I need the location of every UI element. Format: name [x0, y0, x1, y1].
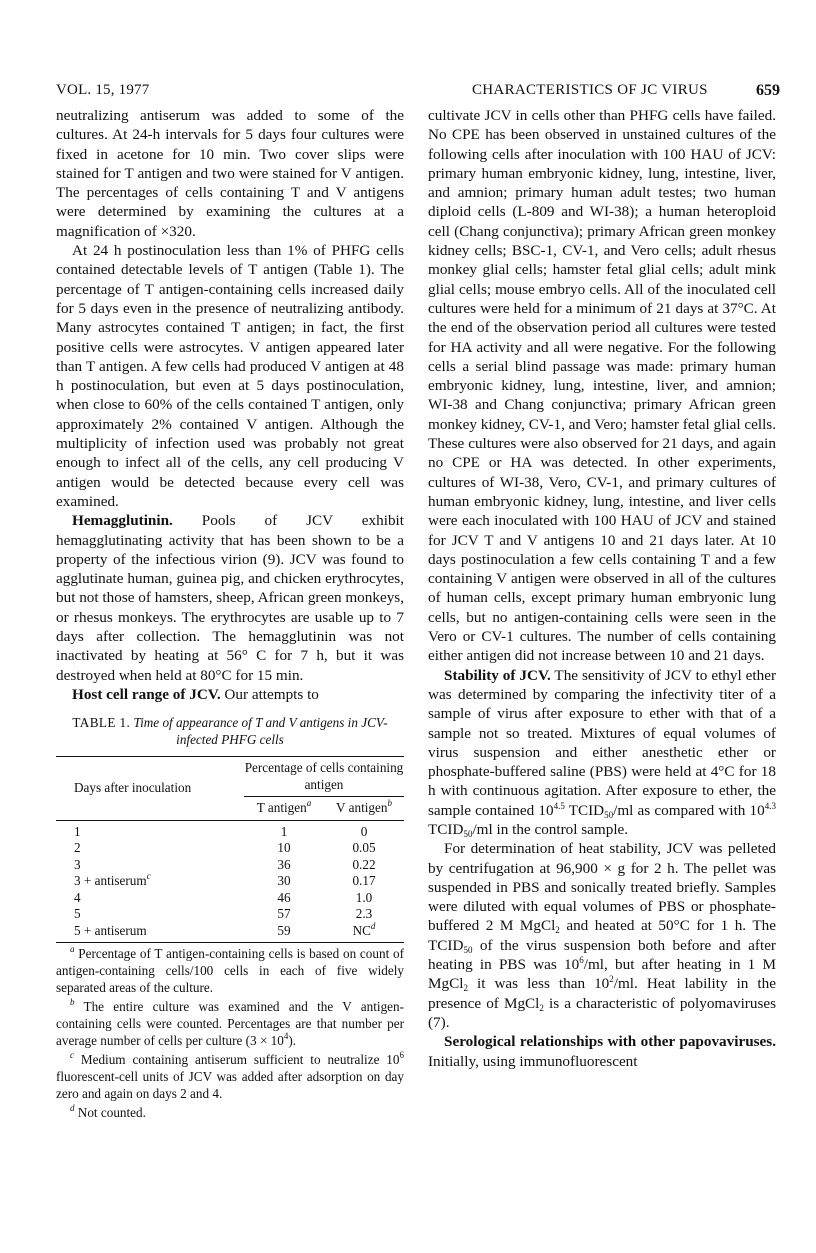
- paragraph: For determination of heat stability, JCV was pelleted by centrifugation at 96,900 × g for 2 h. The pellet was suspended in PBS and sonically treated briefly. Samples were diluted with equal volumes of PBS or phosphate-buffered 2 M MgCl$_2$ and heated at 50°C for 1 h. The $TCID_{50}$ of the virus suspension both before and after heating in PBS was $10^6/ml$, but after heating in 1 M MgCl$_2$ it was less than $10^2/ml$. Heat lability in the presence of MgCl$_2$ is a characteristic of polyomaviruses (7).: [428, 840, 777, 1031]
- paragraph-text: Pools of JCV exhibit hemagglutinating activity that has been shown to be a property of the infectious virion (9). JCV was found to agglutinate human, guinea pig, and chicken erythrocytes, but not those of hamsters, sheep, African green monkeys, or rhesus monkeys. The erythrocytes are usable up to 7 days after collection. The hemagglutinin was not inactivated by heating at 56° C for 7 h, but it was destroyed when held at 80°C for 15 min.: [56, 512, 404, 684]
- paragraph: Serological relationships with other papovaviruses. Initially, using immunofluorescent: [428, 1033, 776, 1070]
- table-title: Time of appearance of T and V antigens in JCV-infected PHFG cells: [133, 715, 388, 748]
- table-label: TABLE 1.: [72, 715, 131, 731]
- table-row: 2 10 0.05: [74, 840, 376, 856]
- running-title: CHARACTERISTICS OF JC VIRUS: [472, 82, 708, 98]
- section-heading: Host cell range of JCV.: [72, 685, 221, 703]
- paragraph: cultivate JCV in cells other than PHFG cells have failed. No CPE has been observed in unstained cultures of the following cells after inoculation with 100 HAU of JCV: primary human embryonic kidney, lung, intestine, liver, and amnion; primary human adult testes; two human diploid cells (L-809 and WI-38); a human heteroploid cell (Chang conjunctiva); primary African green monkey kidney cells; BSC-1, CV-1, and Vero cells; adult rhesus monkey glial cells; hamster fetal glial cells; adult mink glial cells; mouse embryo cells. All of the inoculated cell cultures were held for a minimum of 21 days at 37°C. At the end of the observation period all cultures were tested for HA activity and all were negative. For the following cells a serial blind passage was made: primary human embryonic kidney, lung, intestine, liver, and amnion; WI-38 and Chang conjunctiva; primary African green monkey kidney, CV-1, and Vero; hamster fetal glial cells. These cultures were also observed for 21 days, and again no CPE or HA was detected. In other experiments, cultures of WI-38, Vero, CV-1, and primary cultures of human embryonic kidney, lung, intestine, and liver cells were each inoculated with 100 HAU of JCV and stained for JCV T and V antigens 10 and 21 days later. At 10 days postinoculation a few cells containing T and a few containing V antigen were observed in all of the cultures of human cells, except primary human embryonic lung cells, but no antigen-containing cells were seen in the Vero or CV-1 cultures. The number of cells containing either antigen did not increase between 10 and 21 days.: [428, 107, 776, 665]
- paragraph-text: Our attempts to: [220, 685, 319, 703]
- table-row: 3 + antiserum$^c$ 30 0.17: [74, 871, 376, 889]
- table-row: 4 46 1.0: [74, 889, 373, 905]
- section-heading: Hemagglutinin.: [72, 512, 173, 530]
- paragraph: [56, 511, 404, 685]
- table-caption: [56, 714, 404, 748]
- column-header-days: Days after inoculation: [56, 757, 244, 821]
- column-header-v: V antigen$^b$: [336, 798, 392, 816]
- table-1: [56, 756, 404, 943]
- footnote-d: $^d$ Not counted.: [70, 1103, 146, 1121]
- paragraph: Stability of JCV. The sensitivity of JCV to ethyl ether was determined by comparing the infectivity titer of a sample of virus after exposure to ether with that of a sample not so treated. Mixtures of equal volumes of virus suspension and either anesthetic ether or phosphate-buffered saline (PBS) were held at 4°C for 18 h with continuous agitation. After exposure to ether, the sample contained $10^{4.5}$ $TCID_{50}/ml$ as compared with $10^{4.3}$ $TCID_{50}/ml$ in the control sample.: [428, 666, 776, 839]
- table-row: 3 36 0.22: [74, 856, 376, 872]
- column-group-header: Percentage of cells containing antigen: [244, 757, 404, 797]
- running-header: [0, 82, 816, 104]
- journal-volume: VOL. 15, 1977: [56, 82, 150, 98]
- table-row: 5 57 2.3: [74, 906, 373, 922]
- paragraph: At 24 h postinoculation less than 1% of PHFG cells contained detectable levels of T antigen (Table 1). The percentage of T antigen-containing cells increased daily for 5 days even in the presence of neutralizing antibody. Many astrocytes contained T antigen; in fact, the first positive cells were astrocytes. V antigen appeared later than T antigen. A few cells had produced V antigen at 48 h postinoculation, but even at 5 days postinoculation, when close to 60% of the cells contained T antigen, only approximately 2% contained V antigen. Although the multiplicity of infection used was probably not great enough to infect all of the cells, any cell producing V antigen would be detected because every cell was examined.: [56, 242, 404, 510]
- section-heading: Stability of JCV.: [444, 666, 551, 684]
- table-row: 1 1 0: [74, 823, 368, 839]
- left-column: [56, 106, 404, 1121]
- table-row: 5 + antiserum 59 $NC^d$: [56, 923, 404, 943]
- footnote-c: $^c$ Medium containing antiserum sufficient to neutralize $10^6$ fluorescent-cell units of JCV was added after adsorption on day zero and again on days 2 and 4.: [56, 1050, 404, 1102]
- page-number: 659: [756, 82, 780, 99]
- section-heading: Serological relationships with other papovaviruses.: [444, 1033, 776, 1051]
- right-column: [428, 106, 776, 1071]
- paragraph: neutralizing antiserum was added to some of the cultures. At 24-h intervals for 5 days four cultures were fixed in acetone for 10 min. Two cover slips were stained for T antigen and two were stained for V antigen. The percentages of cells containing T and V antigens were determined by examining the cultures at a magnification of ×320.: [56, 107, 404, 240]
- table-footnotes: [56, 945, 404, 1121]
- paragraph: [56, 685, 404, 704]
- footnote-b: $^b$ The entire culture was examined and the V antigen-containing cells were counted. Percentages are that number per average number of cells per culture $(3 \times 10^4)$.: [56, 997, 404, 1049]
- column-header-t: T antigen$^a$: [256, 798, 312, 816]
- footnote-a: $^a$ Percentage of T antigen-containing cells is based on count of antigen-containing cells/100 cells in each of five widely separated areas of the culture.: [56, 944, 404, 996]
